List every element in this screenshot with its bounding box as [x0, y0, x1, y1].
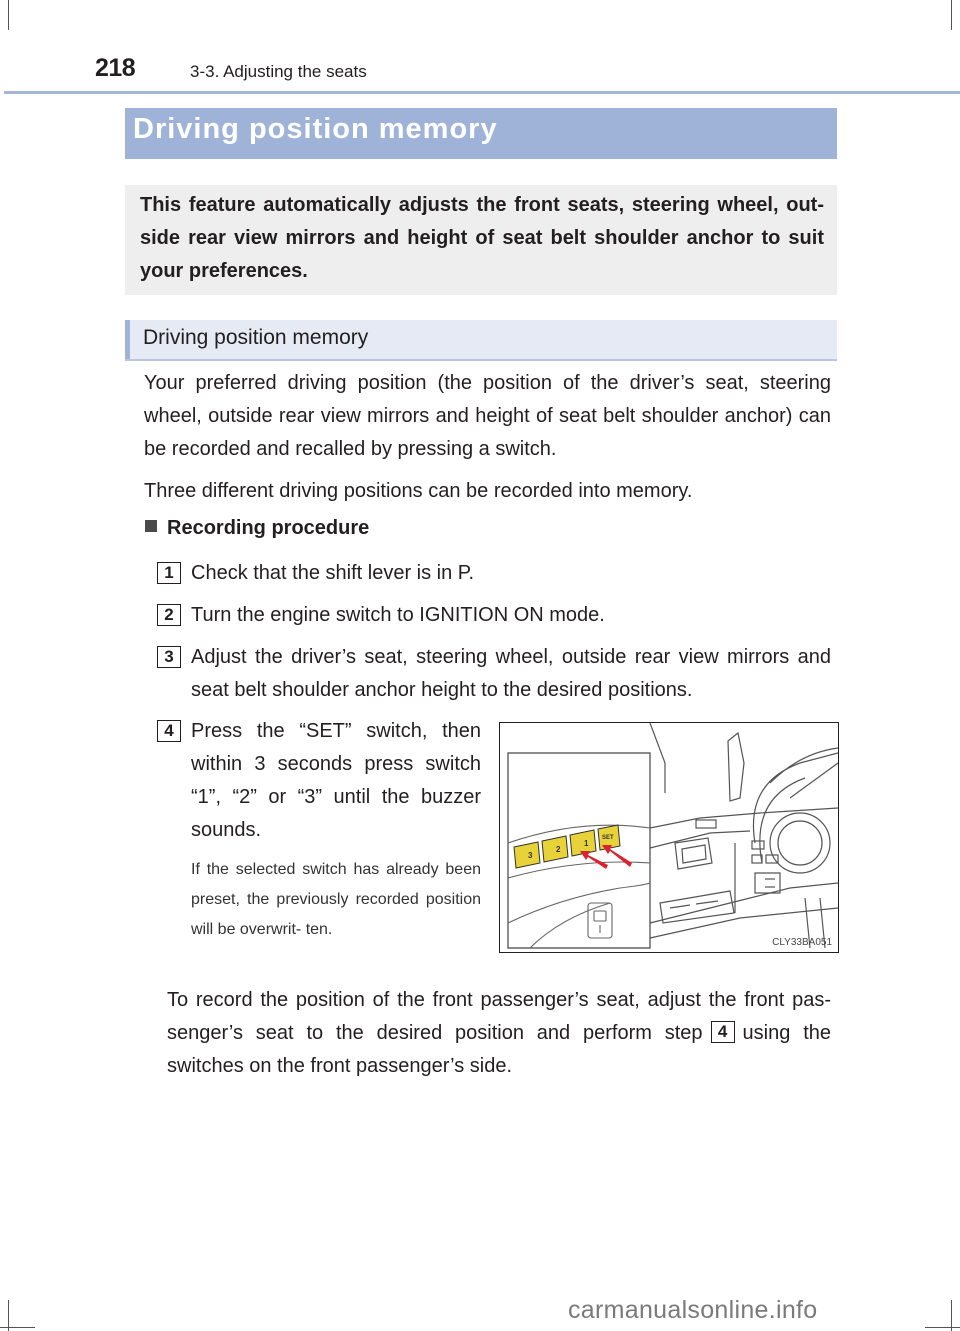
paragraph-intro: Your preferred driving position (the position of the driver’s seat, steering wheel, outside rear view mirrors and height of seat belt shoulder anchor) can be recorded and recalled by pressing a switch. — [144, 372, 831, 460]
subheading: Driving position memory — [143, 326, 369, 349]
watermark: carmanualsonline.info — [568, 1296, 818, 1324]
door-panel-drawing — [500, 723, 838, 952]
crop-mark — [8, 0, 9, 30]
paragraph-three-positions: Three different driving positions can be recorded into memory. — [144, 480, 693, 502]
procedure-heading — [145, 517, 369, 540]
intro-text: This feature automatically adjusts the front seats, steering wheel, out- side rear view mirrors and height of seat belt shoulder anchor to suit your preferences. — [140, 194, 824, 282]
header-rule — [4, 91, 960, 94]
passenger-text-before: To record the position of the front passenger’s seat, adjust the front pas- senger’s seat to the desired position and perform step — [167, 989, 831, 1044]
page-number: 218 — [95, 54, 136, 82]
passenger-paragraph — [167, 984, 831, 1083]
step-number-2: 2 — [157, 604, 181, 626]
switch-label-2: 2 — [556, 845, 561, 854]
page-title: Driving position memory — [133, 113, 498, 145]
step-1-text: Check that the shift lever is in P. — [191, 562, 475, 584]
intro-box — [125, 185, 837, 295]
switch-label-set: SET — [602, 835, 614, 841]
memory-switch-illustration — [499, 722, 839, 953]
step-2-text: Turn the engine switch to IGNITION ON mode. — [191, 604, 605, 626]
step-3-text: Adjust the driver’s seat, steering wheel, outside rear view mirrors and seat belt shoulder anchor height to the desired positions. — [191, 646, 831, 701]
square-bullet-icon — [145, 520, 157, 532]
section-title: 3-3. Adjusting the seats — [190, 62, 367, 81]
subheading-bar — [125, 320, 837, 361]
inline-step-4: 4 — [711, 1021, 735, 1043]
title-banner — [125, 108, 837, 159]
subheading-accent — [125, 320, 130, 359]
crop-mark — [951, 0, 952, 30]
step-number-4: 4 — [157, 720, 181, 742]
passenger-text-after: using the switches on the front passenger’s side. — [167, 1022, 831, 1077]
step-number-1: 1 — [157, 562, 181, 584]
figure-code: CLY33BA051 — [772, 937, 832, 948]
switch-label-3: 3 — [528, 851, 533, 860]
step-4-text: Press the “SET” switch, then within 3 seconds press switch “1”, “2” or “3” until the buzzer sounds. — [191, 720, 481, 841]
step-number-3: 3 — [157, 646, 181, 668]
overwrite-note: If the selected switch has already been preset, the previously recorded position will be overwrit- ten. — [191, 861, 481, 938]
crop-mark — [0, 1327, 35, 1328]
procedure-heading-text: Recording procedure — [167, 517, 370, 539]
switch-label-1: 1 — [584, 839, 589, 848]
crop-mark — [925, 1327, 960, 1328]
